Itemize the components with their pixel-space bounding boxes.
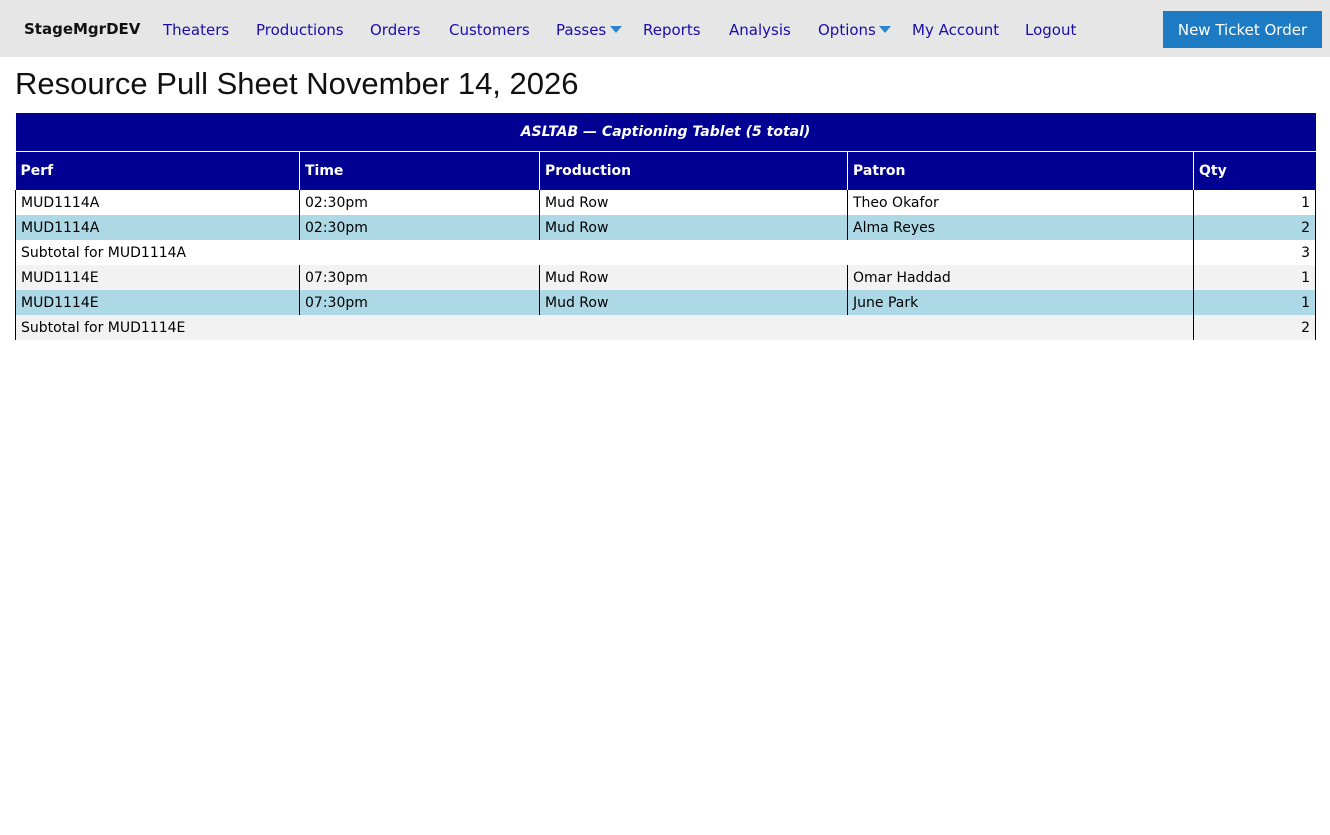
- cell-time: 02:30pm: [300, 215, 540, 240]
- subtotal-qty: 2: [1194, 315, 1316, 340]
- nav-customers[interactable]: Customers: [449, 21, 530, 39]
- cell-perf: MUD1114A: [16, 215, 300, 240]
- subtotal-row: [16, 315, 1316, 340]
- subtotal-qty: 3: [1194, 240, 1316, 265]
- subtotal-label: Subtotal for MUD1114A: [16, 240, 1194, 265]
- nav-productions[interactable]: Productions: [256, 21, 344, 39]
- cell-patron: June Park: [848, 290, 1194, 315]
- cell-qty: 1: [1194, 190, 1316, 215]
- table-caption-row: [16, 113, 1316, 152]
- table-row: [16, 265, 1316, 290]
- table-caption: ASLTAB — Captioning Tablet (5 total): [16, 113, 1316, 152]
- brand-logo-text[interactable]: StageMgrDEV: [24, 20, 141, 38]
- col-header-production: Production: [540, 152, 848, 191]
- nav-reports[interactable]: Reports: [643, 21, 701, 39]
- cell-qty: 1: [1194, 290, 1316, 315]
- cell-production: Mud Row: [540, 265, 848, 290]
- subtotal-label: Subtotal for MUD1114E: [16, 315, 1194, 340]
- cell-perf: MUD1114E: [16, 290, 300, 315]
- options-caret-down-icon[interactable]: [879, 26, 891, 33]
- table-header-row: [16, 152, 1316, 191]
- nav-options[interactable]: Options: [818, 21, 876, 39]
- nav-my-account[interactable]: My Account: [912, 21, 1000, 39]
- cell-patron: Omar Haddad: [848, 265, 1194, 290]
- cell-qty: 2: [1194, 215, 1316, 240]
- cell-patron: Alma Reyes: [848, 215, 1194, 240]
- nav-logout[interactable]: Logout: [1025, 21, 1077, 39]
- col-header-patron: Patron: [848, 152, 1194, 191]
- nav-orders[interactable]: Orders: [370, 21, 421, 39]
- nav-passes[interactable]: Passes: [556, 21, 607, 39]
- cell-time: 07:30pm: [300, 290, 540, 315]
- cell-production: Mud Row: [540, 290, 848, 315]
- cell-production: Mud Row: [540, 190, 848, 215]
- cell-perf: MUD1114E: [16, 265, 300, 290]
- cell-time: 02:30pm: [300, 190, 540, 215]
- subtotal-row: [16, 240, 1316, 265]
- nav-analysis[interactable]: Analysis: [729, 21, 791, 39]
- col-header-qty: Qty: [1194, 152, 1316, 191]
- pull-sheet-table: [15, 113, 1316, 340]
- table-row: [16, 190, 1316, 215]
- cell-qty: 1: [1194, 265, 1316, 290]
- passes-caret-down-icon[interactable]: [610, 26, 622, 33]
- nav-theaters[interactable]: Theaters: [163, 21, 230, 39]
- cell-production: Mud Row: [540, 215, 848, 240]
- col-header-perf: Perf: [16, 152, 300, 191]
- page-title: Resource Pull Sheet November 14, 2026: [15, 66, 579, 101]
- cell-time: 07:30pm: [300, 265, 540, 290]
- cell-patron: Theo Okafor: [848, 190, 1194, 215]
- table-row: [16, 290, 1316, 315]
- cell-perf: MUD1114A: [16, 190, 300, 215]
- col-header-time: Time: [300, 152, 540, 191]
- top-nav-bar: [0, 0, 1330, 57]
- new-ticket-order-button[interactable]: New Ticket Order: [1163, 11, 1322, 48]
- table-row: [16, 215, 1316, 240]
